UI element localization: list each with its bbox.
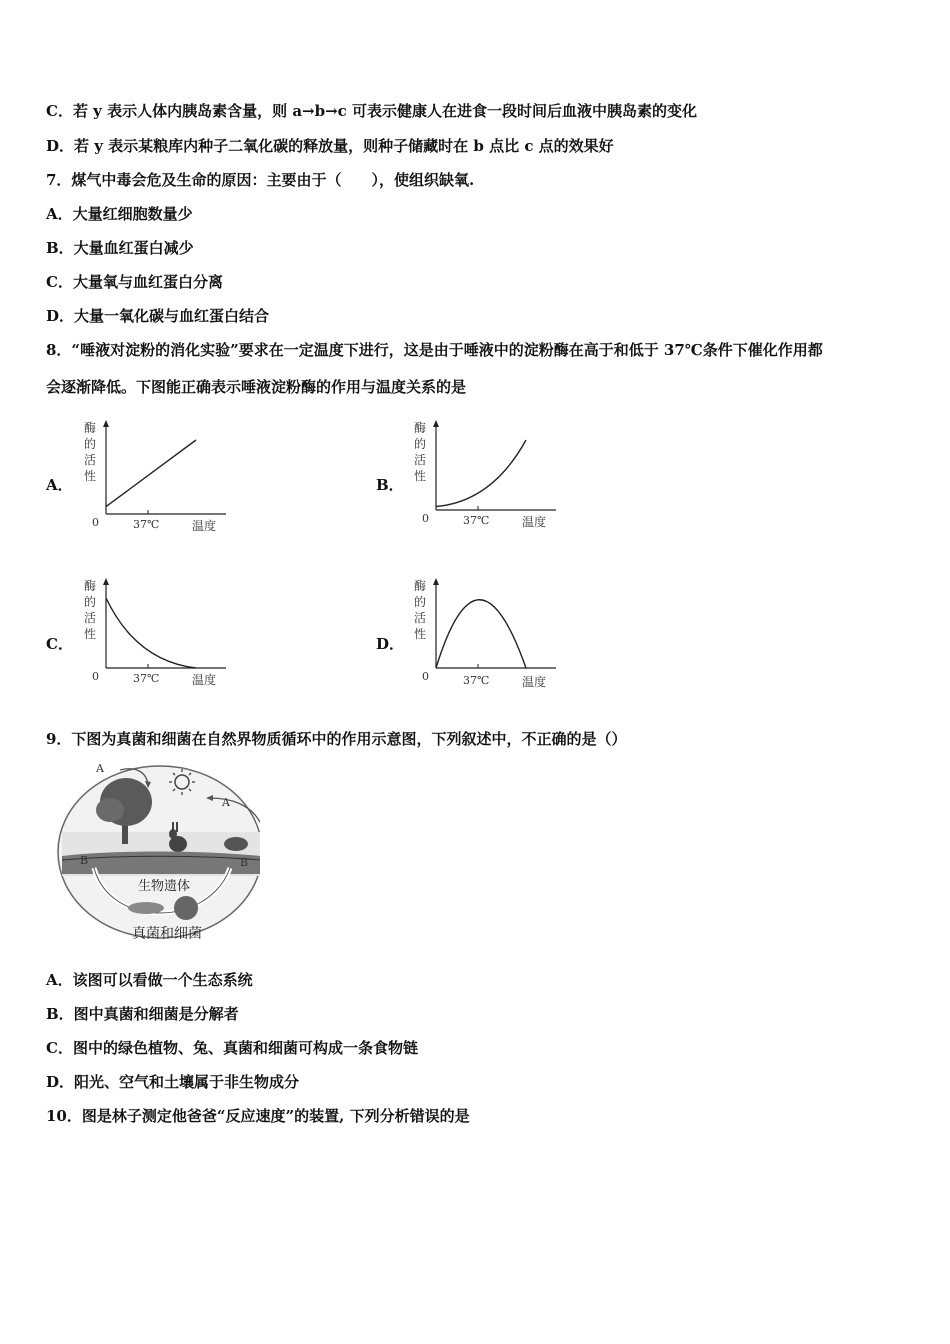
graph-b <box>406 416 576 540</box>
label-b-right: B <box>240 856 249 869</box>
y-label-char: 酶 <box>84 421 97 435</box>
x-axis-label: 温度 <box>522 515 547 529</box>
q7-option-b: B．大量血红蛋白减少 <box>46 239 194 257</box>
q7-option-d: D．大量一氧化碳与血红蛋白结合 <box>46 307 270 325</box>
x-axis-label: 温度 <box>522 675 547 689</box>
origin-label: 0 <box>92 670 99 683</box>
graph-d <box>406 574 576 698</box>
y-label-char: 酶 <box>414 421 427 435</box>
question-10-stem: 10．图是林子测定他爸爸“反应速度”的装置, 下列分析错误的是 <box>46 1107 470 1125</box>
q6-option-c: C．若 y 表示人体内胰岛素含量，则 a→b→c 可表示健康人在进食一段时间后血液中胰岛素的变化 <box>46 102 698 120</box>
q7-option-a: A．大量红细胞数量少 <box>46 205 193 223</box>
label-remains: 生物遗体 <box>138 879 191 894</box>
curve-concave-decrease <box>106 598 196 668</box>
origin-label: 0 <box>92 516 99 529</box>
question-9-stem: 9．下图为真菌和细菌在自然界物质循环中的作用示意图，下列叙述中，不正确的是（） <box>46 730 627 748</box>
graph-c <box>76 574 246 698</box>
tick-37-label: 37℃ <box>463 674 490 687</box>
stone-icon <box>224 837 248 851</box>
curve-peak-at-37 <box>436 600 526 668</box>
label-decomposers: 真菌和细菌 <box>132 926 202 942</box>
y-label-char: 性 <box>414 469 427 483</box>
q8-option-a-label: A． <box>46 476 73 494</box>
tick-37-label: 37℃ <box>133 518 160 531</box>
x-axis-label: 温度 <box>192 673 217 687</box>
q6-option-d: D．若 y 表示某粮库内种子二氧化碳的释放量，则种子储藏时在 b 点比 c 点的效果好 <box>46 137 614 155</box>
q9-option-c: C．图中的绿色植物、兔、真菌和细菌可构成一条食物链 <box>46 1039 418 1057</box>
x-axis-label: 温度 <box>192 519 217 533</box>
y-label-char: 酶 <box>84 579 97 593</box>
tick-37-label: 37℃ <box>133 672 160 685</box>
y-label-char: 性 <box>84 627 97 641</box>
y-label-char: 的 <box>414 437 427 451</box>
q8-option-b-label: B． <box>376 476 404 494</box>
remains-icon <box>128 902 164 914</box>
y-axis-arrow <box>433 578 439 585</box>
q8-option-c-label: C． <box>46 635 73 653</box>
question-8-stem-line1: 8．“唾液对淀粉的消化实验”要求在一定温度下进行，这是由于唾液中的淀粉酶在高于和低于 37℃条件下催化作用都 <box>46 341 823 359</box>
y-label-char: 酶 <box>414 579 427 593</box>
y-axis-arrow <box>103 578 109 585</box>
q9-option-a: A．该图可以看做一个生态系统 <box>46 971 253 989</box>
y-label-char: 的 <box>84 437 97 451</box>
y-axis-arrow <box>103 420 109 427</box>
y-label-char: 的 <box>414 595 427 609</box>
question-7-stem: 7．煤气中毒会危及生命的原因：主要由于（ ），使组织缺氧. <box>46 171 475 189</box>
label-a-right: A <box>222 796 230 809</box>
y-label-char: 活 <box>414 453 427 467</box>
ecosystem-diagram <box>50 760 260 950</box>
q7-option-c: C．大量氧与血红蛋白分离 <box>46 273 223 291</box>
origin-label: 0 <box>422 512 429 525</box>
tick-37-label: 37℃ <box>463 514 490 527</box>
q8-option-d-label: D． <box>376 635 405 653</box>
microbe-icon <box>174 896 198 920</box>
origin-label: 0 <box>422 670 429 683</box>
y-label-char: 活 <box>414 611 427 625</box>
y-label-char: 活 <box>84 611 97 625</box>
graph-a <box>76 416 246 540</box>
y-label-char: 性 <box>84 469 97 483</box>
y-axis-arrow <box>433 420 439 427</box>
y-label-char: 性 <box>414 627 427 641</box>
curve-linear-increase <box>106 440 196 507</box>
y-label-char: 的 <box>84 595 97 609</box>
curve-convex-increase <box>436 440 526 507</box>
y-label-char: 活 <box>84 453 97 467</box>
q9-option-d: D．阳光、空气和土壤属于非生物成分 <box>46 1073 300 1091</box>
question-8-stem-line2: 会逐渐降低。下图能正确表示唾液淀粉酶的作用与温度关系的是 <box>46 378 467 396</box>
q9-option-b: B．图中真菌和细菌是分解者 <box>46 1005 239 1023</box>
label-b-left: B <box>80 854 89 867</box>
tree-canopy-left <box>96 798 124 822</box>
label-a-top: A <box>96 762 104 775</box>
